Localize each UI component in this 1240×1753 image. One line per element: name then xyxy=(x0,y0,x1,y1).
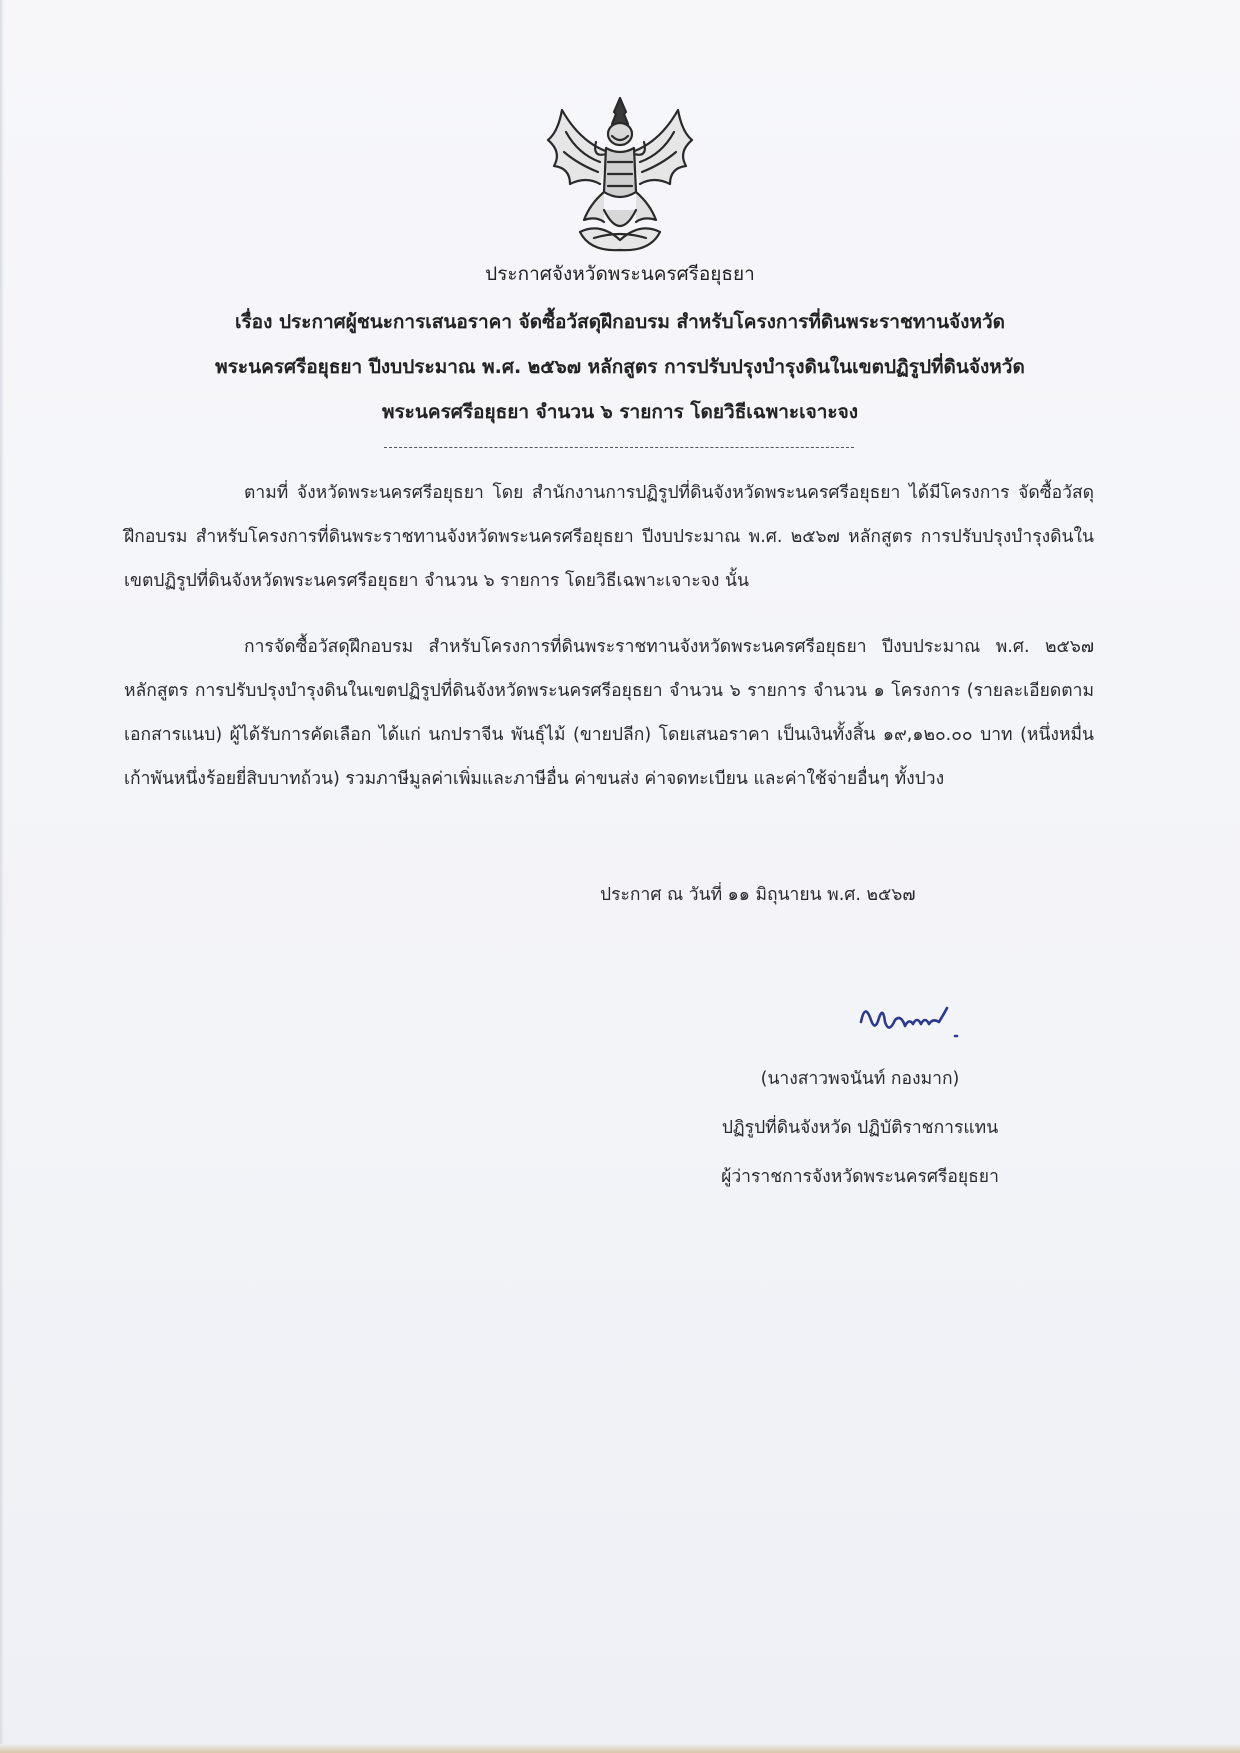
body-paragraph-2 xyxy=(124,625,1094,801)
body-paragraph-1 xyxy=(124,471,1094,603)
document-subject xyxy=(150,300,1090,435)
paragraph-text: การจัดซื้อวัสดุฝึกอบรม สำหรับโครงการที่ดินพระราชทานจังหวัดพระนครศรีอยุธยา ปีงบประมาณ พ.ศ. ๒๕๖๗ หลักสูตร การปรับปรุงบำรุงดินในเขตปฏิรูปที่ดินจังหวัดพระนครศรีอยุธยา จำนวน ๖ รายการ จำนวน ๑ โครงการ (รายละเอียดตามเอกสารแนบ) ผู้ได้รับการคัดเลือก ได้แก่ นกปราจีน พันธุ์ไม้ (ขายปลีก) โดยเสนอราคา เป็นเงินทั้งสิ้น ๑๙,๑๒๐.๐๐ บาท (หนึ่งหมื่นเก้าพันหนึ่งร้อยยี่สิบบาทถ้วน) รวมภาษีมูลค่าเพิ่มและภาษีอื่น ค่าขนส่ง ค่าจดทะเบียน และค่าใช้จ่ายอื่นๆ ทั้งปวง xyxy=(124,637,1094,789)
scan-bottom-edge xyxy=(0,1744,1240,1753)
signer-position: ปฏิรูปที่ดินจังหวัด ปฏิบัติราชการแทน xyxy=(721,1118,999,1138)
announcement-date: ประกาศ ณ วันที่ ๑๑ มิถุนายน พ.ศ. ๒๕๖๗ xyxy=(600,885,916,905)
signer-name: (นางสาวพจนันท์ กองมาก) xyxy=(760,1069,960,1089)
subject-line: พระนครศรีอยุธยา ปีงบประมาณ พ.ศ. ๒๕๖๗ หลักสูตร การปรับปรุงบำรุงดินในเขตปฏิรูปที่ดินจังหวัด xyxy=(215,356,1025,378)
subject-line: เรื่อง ประกาศผู้ชนะการเสนอราคา จัดซื้อวัสดุฝึกอบรม สำหรับโครงการที่ดินพระราชทานจังหวัด xyxy=(234,311,1005,333)
signer-position: ผู้ว่าราชการจังหวัดพระนครศรีอยุธยา xyxy=(721,1167,999,1187)
document-title: ประกาศจังหวัดพระนครศรีอยุธยา xyxy=(485,263,755,285)
paragraph-text: ตามที่ จังหวัดพระนครศรีอยุธยา โดย สำนักงานการปฏิรูปที่ดินจังหวัดพระนครศรีอยุธยา ได้มีโครงการ จัดซื้อวัสดุฝึกอบรม สำหรับโครงการที่ดินพระราชทานจังหวัดพระนครศรีอยุธยา ปีงบประมาณ พ.ศ. ๒๕๖๗ หลักสูตร การปรับปรุงบำรุงดินในเขตปฏิรูปที่ดินจังหวัดพระนครศรีอยุธยา จำนวน ๖ รายการ โดยวิธีเฉพาะเจาะจง นั้น xyxy=(124,483,1094,591)
handwritten-signature xyxy=(855,992,985,1044)
dashed-divider xyxy=(384,447,854,448)
subject-line: พระนครศรีอยุธยา จำนวน ๖ รายการ โดยวิธีเฉพาะเจาะจง xyxy=(381,401,859,423)
garuda-emblem-icon xyxy=(540,92,700,258)
